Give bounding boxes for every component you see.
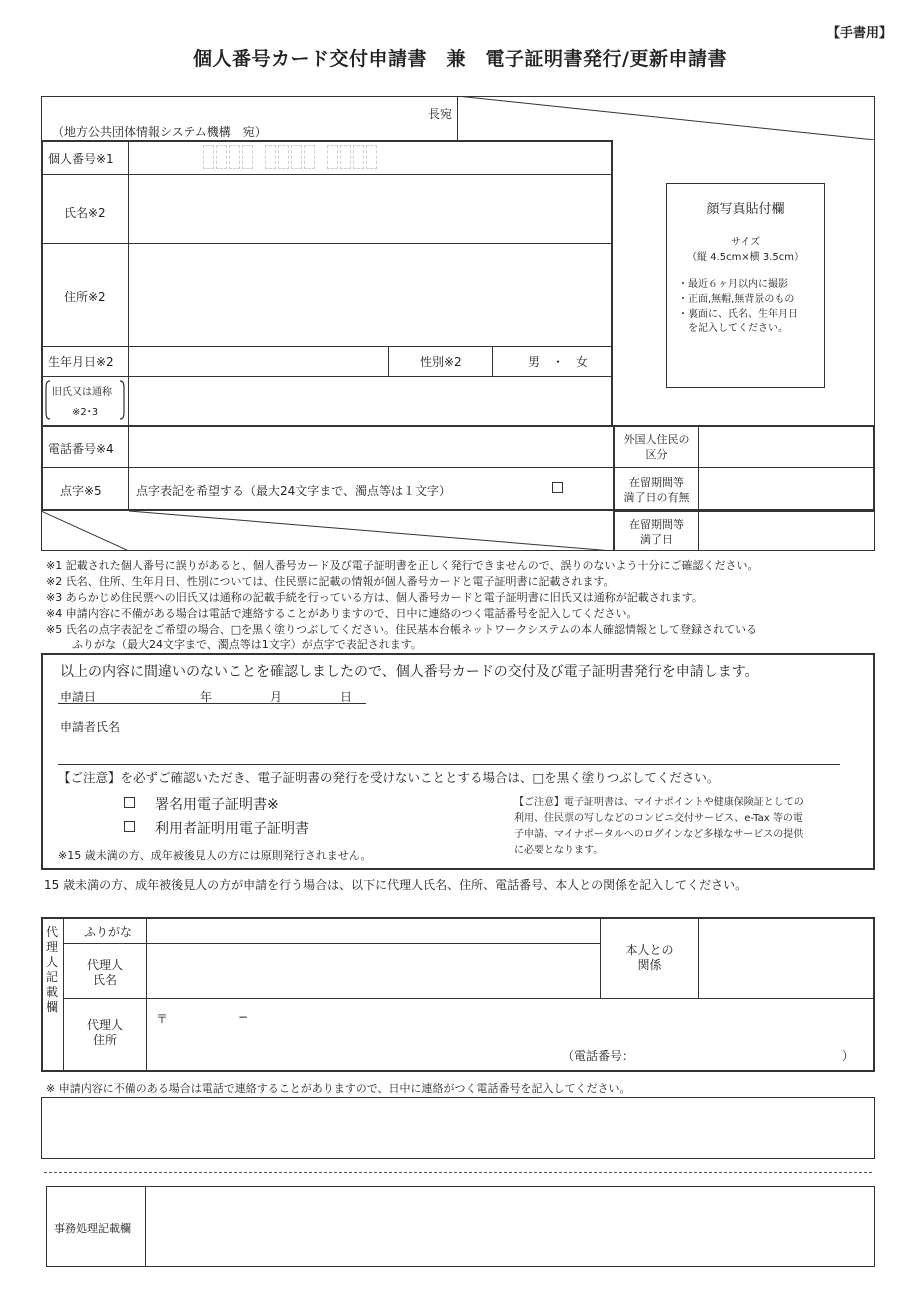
proxy-address-label: 代理人 <box>86 1018 123 1032</box>
relation-label: 本人との <box>625 943 674 957</box>
footnote-2: ※2 氏名、住所、生年月日、性別については、住民票に記載の情報が個人番号カードと電子証明書に記載されます。 <box>46 575 615 588</box>
cert-notice-2: 利用、住民票の写しなどのコンビニ交付サービス、e-Tax 等の電 <box>514 813 803 824</box>
proxy-furigana-label: ふりがな <box>84 925 133 939</box>
note-15: ※15 歳未満の方、成年被後見人の方には原則発行されません。 <box>58 849 372 862</box>
caution-text: 【ご注意】を必ずご確認いただき、電子証明書の発行を受けないこととする場合は、□を黒く塗りつぶしてください。 <box>58 770 720 785</box>
braille-checkbox[interactable] <box>552 482 563 493</box>
my-number-input[interactable] <box>203 145 377 169</box>
former-name-field[interactable] <box>130 378 610 424</box>
photo-note-1: ・最近６ヶ月以内に撮影 <box>678 279 788 290</box>
proxy-name-label-2: 氏名 <box>92 973 117 987</box>
proxy-address-label-2: 住所 <box>92 1033 117 1047</box>
blank-diagonal-2 <box>129 511 613 551</box>
addressee-diagonal <box>457 96 875 140</box>
office-use-label: 事務処理記載欄 <box>54 1222 131 1235</box>
proxy-furigana-field[interactable] <box>148 919 598 941</box>
blank-diagonal-1 <box>41 511 129 551</box>
photo-note-2: ・正面,無帽,無背景のもの <box>678 294 795 305</box>
postal-mark: 〒 <box>156 1012 169 1026</box>
photo-size-value: （縦 4.5cm×横 3.5cm） <box>686 252 805 263</box>
former-name-label: 旧氏又は通称 <box>52 387 112 398</box>
phone-field[interactable] <box>130 428 610 466</box>
gender-options[interactable]: 男 ・ 女 <box>528 355 589 369</box>
cert-notice-3: 子申請、マイナポータルへのログインなど多様なサービスの提供 <box>514 829 804 840</box>
photo-note-3: ・裏面に、氏名、生年月日 <box>678 309 798 320</box>
braille-label: 点字※5 <box>60 484 102 498</box>
proxy-name-field[interactable] <box>148 946 598 996</box>
applicant-name-field[interactable] <box>140 712 840 760</box>
date-month: 月 <box>270 690 283 704</box>
photo-title: 顔写真貼付欄 <box>706 202 785 217</box>
former-name-note: ※2･3 <box>72 407 99 418</box>
stay-expiry-field[interactable] <box>700 513 872 549</box>
date-year: 年 <box>200 690 213 704</box>
jlis-label: （地方公共団体情報システム機構 宛） <box>52 125 267 139</box>
page-title: 個人番号カード交付申請書 兼 電子証明書発行/更新申請書 <box>193 48 727 70</box>
chief-label: 長宛 <box>428 107 453 121</box>
stay-expiry-label: 在留期間等 <box>629 518 684 531</box>
date-day: 日 <box>340 690 353 704</box>
handwritten-tag: 【手書用】 <box>826 26 892 41</box>
footnote-5: ※5 氏名の点字表記をご希望の場合、□を黒く塗りつぶしてください。住民基本台帳ネットワークシステムの本人確認情報として登録されている <box>46 623 758 636</box>
proxy-address-field[interactable] <box>148 1001 872 1041</box>
cert-notice-4: に必要となります。 <box>514 845 604 856</box>
foreign-resident-label: 外国人住民の <box>623 433 690 446</box>
photo-note-4: を記入してください。 <box>678 323 788 334</box>
gender-label: 性別※2 <box>420 355 462 369</box>
stay-validity-label: 在留期間等 <box>629 476 684 489</box>
user-cert-checkbox[interactable] <box>124 821 135 832</box>
name-field[interactable] <box>130 176 610 242</box>
relation-label-2: 関係 <box>637 958 662 972</box>
cut-line <box>44 1172 872 1173</box>
sign-cert-label: 署名用電子証明書※ <box>155 797 279 813</box>
braille-text: 点字表記を希望する（最大24文字まで、濁点等は１文字） <box>136 484 452 498</box>
contact-phone-box[interactable] <box>41 1097 875 1159</box>
footnote-5-cont: ふりがな（最大24文字まで、濁点等は1文字）が点字で表記されます。 <box>72 638 422 651</box>
phone-label: 電話番号※4 <box>48 442 114 456</box>
declaration-statement: 以上の内容に間違いのないことを確認しましたので、個人番号カードの交付及び電子証明書発行を申請します。 <box>60 664 759 680</box>
proxy-phone-label: （電話番号： <box>562 1049 635 1063</box>
cert-notice-1: 【ご注意】電子証明書は、マイナポイントや健康保険証としての <box>514 797 804 808</box>
proxy-section-label: 代理人記載欄 <box>45 925 58 1014</box>
contact-note: ※ 申請内容に不備のある場合は電話で連絡することがありますので、日中に連絡がつく電話番号を記入してください。 <box>46 1082 631 1095</box>
proxy-phone-close: ） <box>842 1049 855 1063</box>
footnote-1: ※1 記載された個人番号に誤りがあると、個人番号カード及び電子証明書を正しく発行できませんので、誤りのないよう十分にご確認ください。 <box>46 559 759 572</box>
address-field[interactable] <box>130 245 610 344</box>
stay-validity-field[interactable] <box>700 469 872 507</box>
proxy-name-label: 代理人 <box>86 958 123 972</box>
user-cert-label: 利用者証明用電子証明書 <box>155 821 309 837</box>
footnote-4: ※4 申請内容に不備がある場合は電話で連絡することがありますので、日中に連絡のつく電話番号を記入してください。 <box>46 607 638 620</box>
applicant-name-label: 申請者氏名 <box>60 720 121 734</box>
birthdate-field[interactable] <box>130 348 386 374</box>
name-label: 氏名※2 <box>64 206 106 220</box>
foreign-resident-label-2: 区分 <box>645 448 668 461</box>
application-date-field[interactable] <box>100 684 364 704</box>
stay-expiry-label-2: 満了日 <box>640 533 673 546</box>
postal-dash: − <box>238 1010 249 1024</box>
proxy-intro: 15 歳未満の方、成年被後見人の方が申請を行う場合は、以下に代理人氏名、住所、電話番号、本人との関係を記入してください。 <box>44 878 748 892</box>
photo-size-label: サイズ <box>730 237 761 248</box>
application-date-label: 申請日 <box>60 690 97 704</box>
relation-field[interactable] <box>700 919 872 996</box>
footnote-3: ※3 あらかじめ住民票への旧氏又は通称の記載手続を行っている方は、個人番号カードと電子証明書に旧氏又は通称が記載されます。 <box>46 591 703 604</box>
my-number-label: 個人番号※1 <box>48 152 114 166</box>
sign-cert-checkbox[interactable] <box>124 797 135 808</box>
proxy-phone-field[interactable] <box>640 1045 838 1065</box>
office-use-field[interactable] <box>147 1188 873 1265</box>
stay-validity-label-2: 満了日の有無 <box>623 491 690 504</box>
foreign-resident-field[interactable] <box>700 428 872 466</box>
birthdate-label: 生年月日※2 <box>48 355 114 369</box>
address-label: 住所※2 <box>64 290 106 304</box>
